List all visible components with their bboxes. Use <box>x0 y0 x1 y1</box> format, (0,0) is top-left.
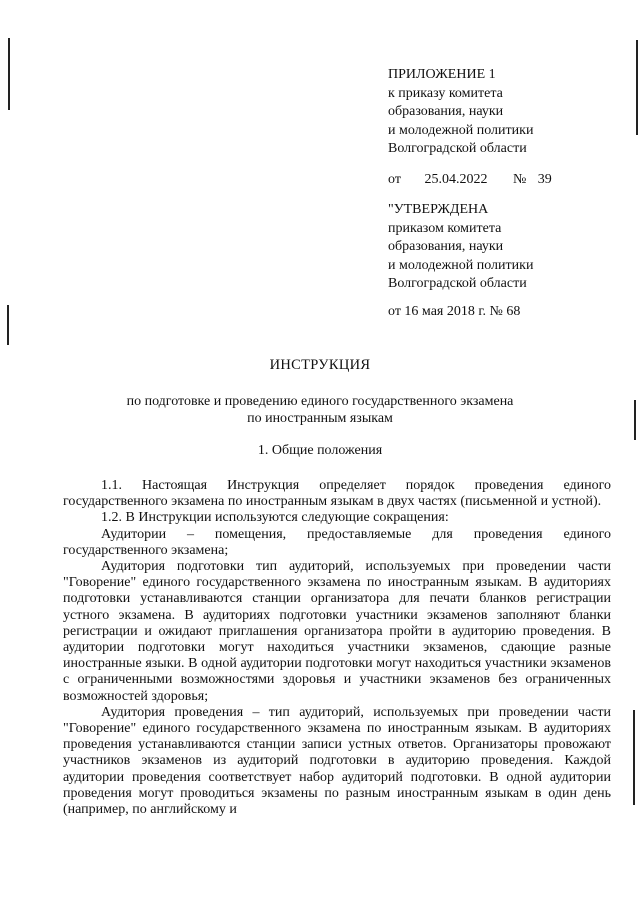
section-heading: 1. Общие положения <box>257 443 383 458</box>
document-title: ИНСТРУКЦИЯ <box>269 357 371 373</box>
approved-line: Волгоградской области <box>388 276 527 291</box>
subtitle-line: по подготовке и проведению единого государственного экзамена <box>126 394 514 409</box>
appendix-line: образования, науки <box>388 104 504 119</box>
appendix-line: ПРИЛОЖЕНИЕ 1 <box>388 67 496 82</box>
body-text <box>63 478 611 818</box>
approved-line: приказом комитета <box>388 220 502 236</box>
approved-date: от 16 мая 2018 г. № 68 <box>388 304 521 319</box>
paragraph: Аудитория проведения – тип аудиторий, используемых при проведении части "Говорение" единого государственного экзамена по иностранным языкам. В аудиториях проведения устанавливаются станции записи устных ответов. Организаторы провожают участников экзаменов из аудиторий подготовки в аудиторию проведения. Каждой аудитории проведения соответствует набор аудиторий подготовки. В одной аудитории проведения могут проводиться экзамены по разным иностранным языкам в один день (например, по английскому и <box>63 704 611 818</box>
appendix-line: и молодежной политики <box>388 122 534 138</box>
approved-header <box>388 201 628 294</box>
scan-edge-mark <box>8 38 10 110</box>
appendix-header <box>388 66 628 159</box>
order-from-label: от <box>388 172 401 187</box>
order-number-label: № <box>512 172 527 187</box>
approved-line: "УТВЕРЖДЕНА <box>388 202 489 217</box>
paragraph: 1.1. Настоящая Инструкция определяет порядок проведения единого государственного экзамена по иностранным языкам в двух частях (письменной и устной). <box>63 478 611 510</box>
paragraph: Аудитория подготовки тип аудиторий, используемых при проведении части "Говорение" единого государственного экзамена по иностранным языкам. В аудиториях подготовки устанавливаются станции организатора для печати бланков регистрации устного экзамена. В аудиториях подготовки участники экзаменов заполняют бланки регистрации и ожидают приглашения организатора пройти в аудиторию проведения. В аудитории подготовки могут находиться участники экзаменов, сдающие разные иностранные языки. В одной аудитории подготовки могут находиться участники экзаменов с ограниченными возможностями здоровья и участники экзаменов без ограниченных возможностей здоровья; <box>63 559 611 704</box>
paragraph: 1.2. В Инструкции используются следующие сокращения: <box>101 510 449 526</box>
order-number: 39 <box>537 172 552 187</box>
paragraph: Аудитории – помещения, предоставляемые для проведения единого государственного экзамена; <box>63 526 611 558</box>
scan-edge-mark <box>7 305 9 345</box>
scan-edge-mark <box>636 40 638 135</box>
order-date: 25.04.2022 <box>424 172 488 187</box>
appendix-line: к приказу комитета <box>388 85 503 101</box>
subtitle-line: по иностранным языкам <box>247 411 393 426</box>
appendix-line: Волгоградской области <box>388 141 527 156</box>
approved-line: и молодежной политики <box>388 257 534 273</box>
document-subtitle <box>0 393 640 427</box>
order-reference <box>388 172 552 188</box>
scan-edge-mark <box>633 710 635 805</box>
approved-line: образования, науки <box>388 239 504 254</box>
